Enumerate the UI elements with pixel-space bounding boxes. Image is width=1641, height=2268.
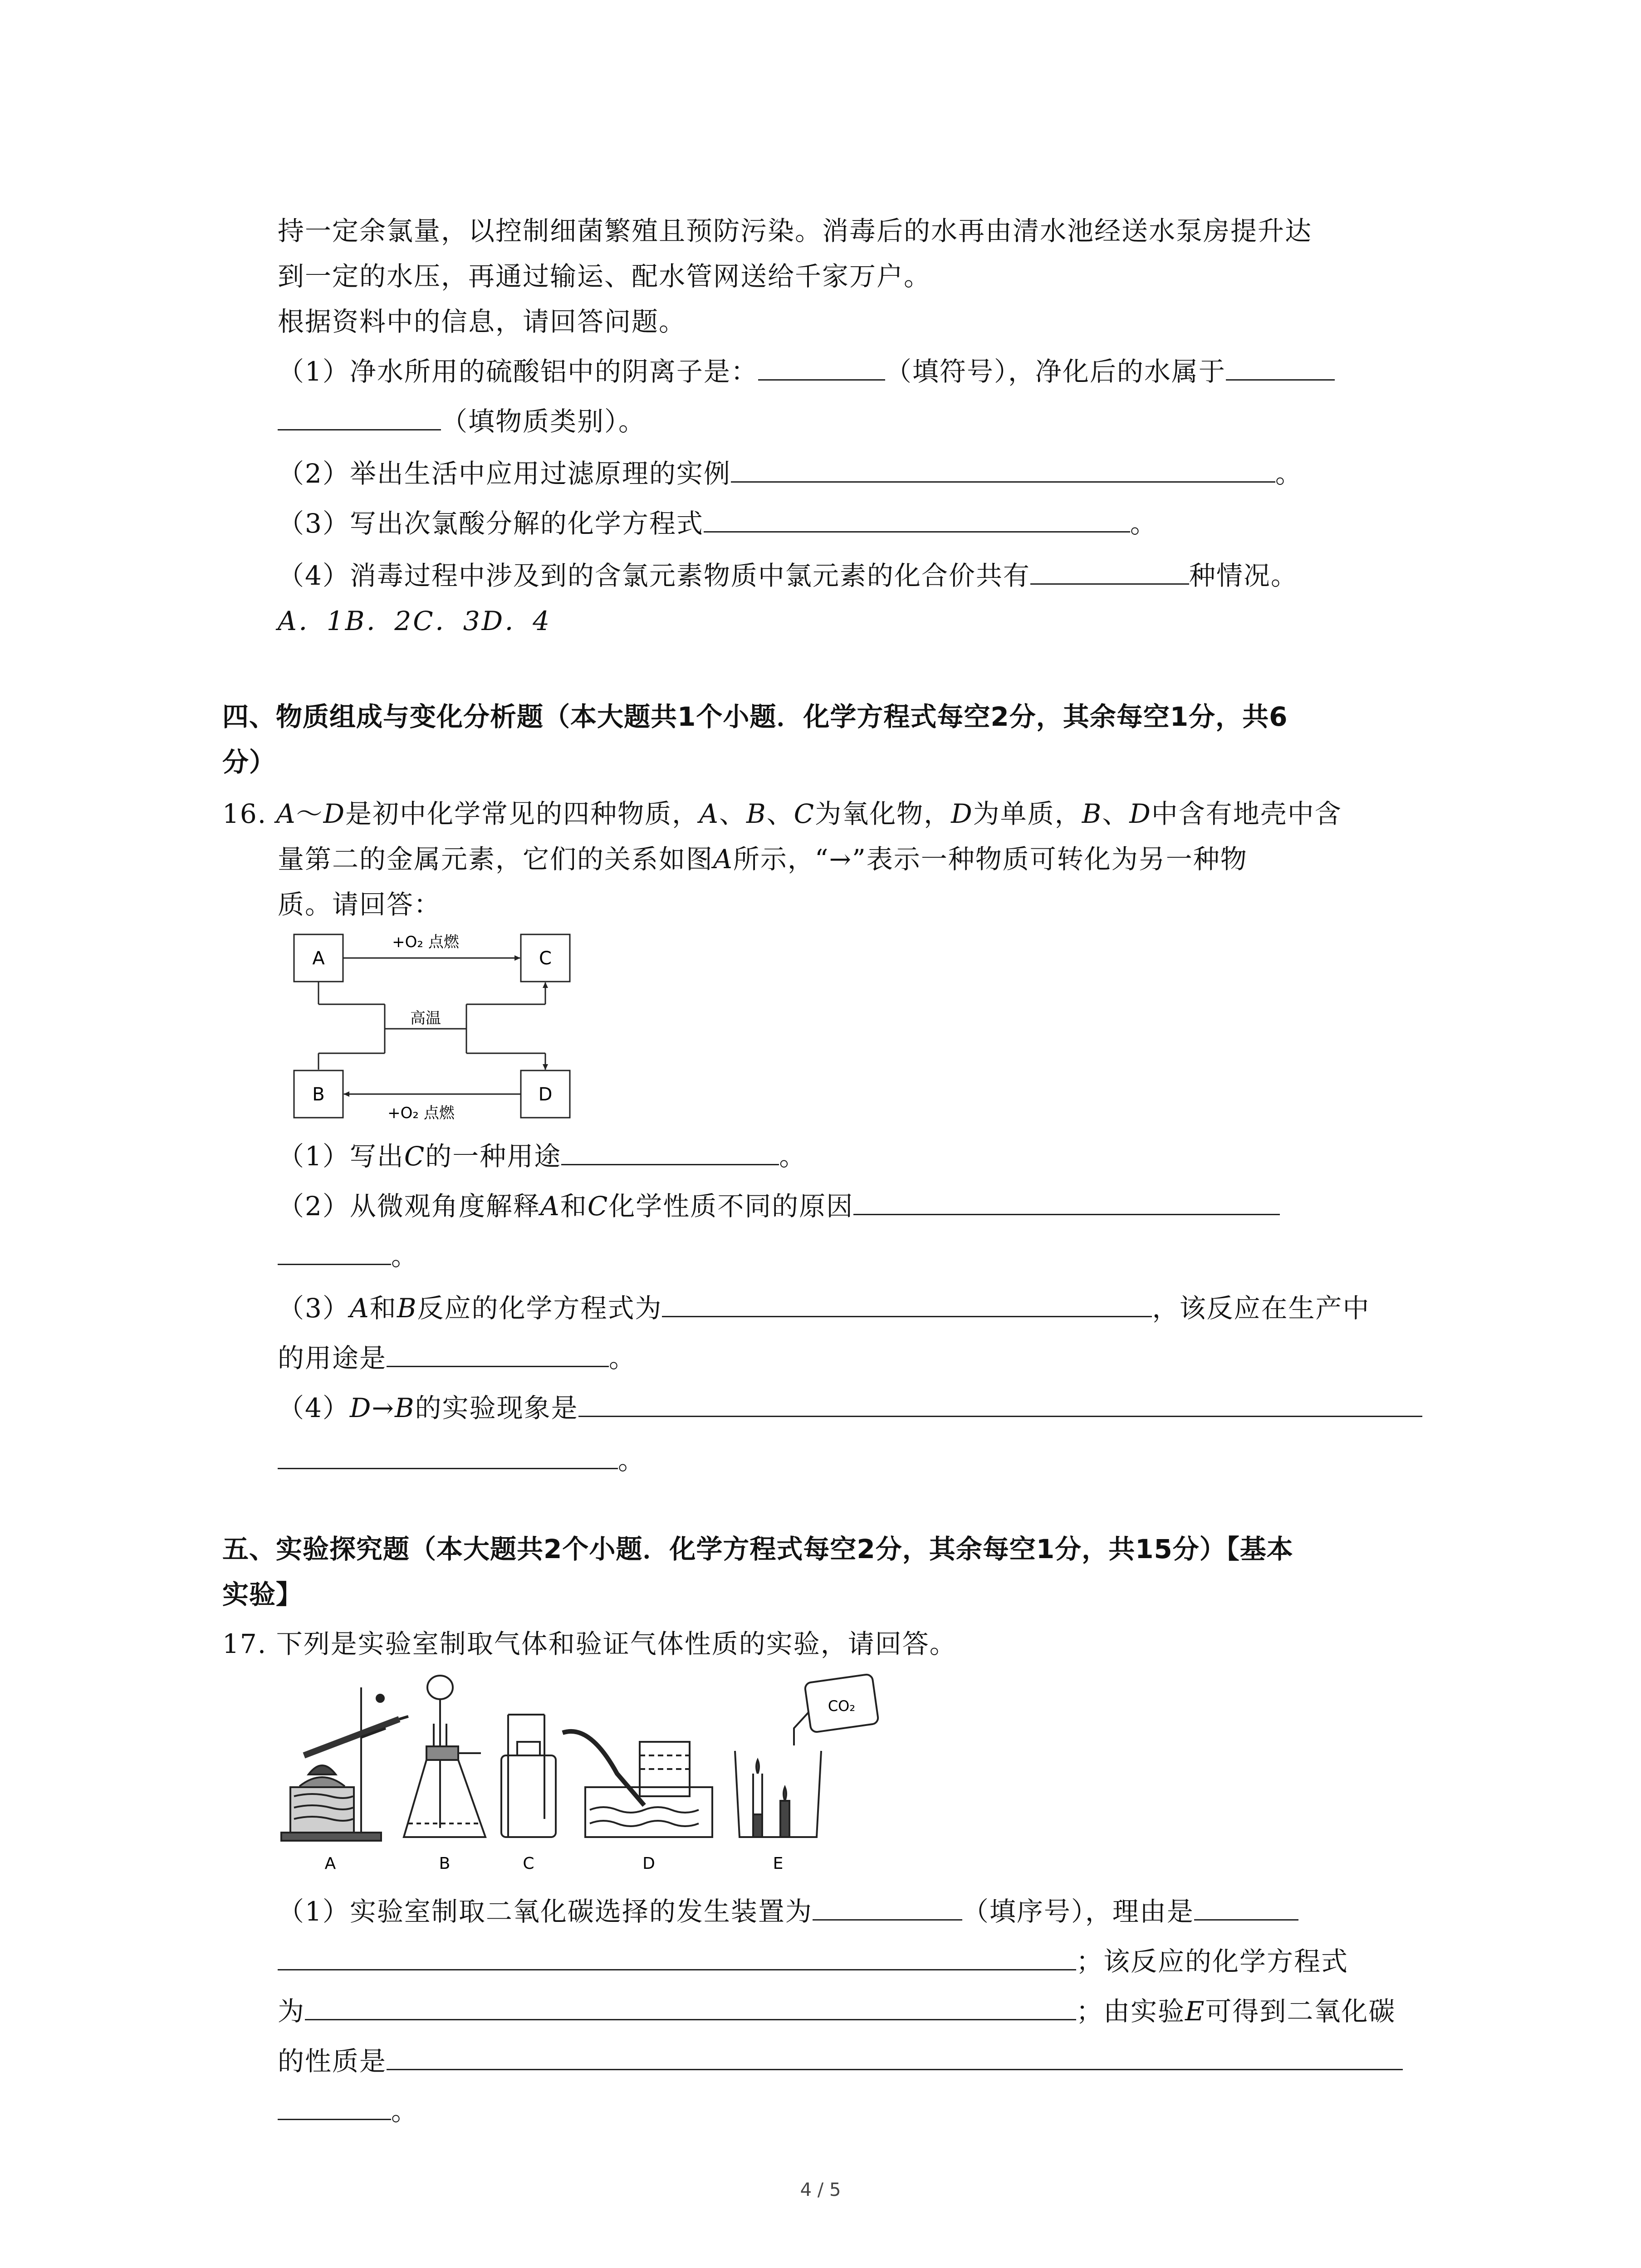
q16-part4-text-c: 。 <box>618 1445 646 1476</box>
q15-answer-anion-blank[interactable] <box>758 351 885 381</box>
q16-var: B <box>397 1293 417 1324</box>
q16-stem-line1 <box>222 792 1342 836</box>
co2-bottle-label: CO₂ <box>828 1697 856 1715</box>
q17-answer-property-blank-a[interactable] <box>387 2041 1403 2070</box>
q15-part2-text-a: （2）举出生活中应用过滤原理的实例 <box>278 458 731 489</box>
q16-part3-text-c: ，该反应在生产中 <box>1152 1293 1370 1324</box>
q17-part1-line5 <box>278 2089 418 2133</box>
section5-title-line2: 实验】 <box>222 1579 303 1610</box>
q15-part2-text-b: 。 <box>1275 458 1303 489</box>
apparatus-a <box>281 1687 408 1841</box>
q16-part3-text-a: （3） <box>278 1293 350 1324</box>
apparatus-d <box>563 1731 712 1837</box>
q16-stem-line2 <box>278 837 1248 881</box>
q16-part2-text-c: 。 <box>391 1241 419 1271</box>
q16-part4-text-b: 的实验现象是 <box>415 1393 578 1423</box>
q17-answer-equation-blank[interactable] <box>305 1991 1076 2020</box>
q17-part1-line3 <box>278 1989 1396 2033</box>
q16-var: D <box>349 1393 372 1423</box>
intro-line-2: 到一定的水压，再通过输运、配水管网送给千家万户。 <box>278 261 931 292</box>
q17-answer-reason-blank-a[interactable] <box>1194 1891 1298 1921</box>
q17-part1-text-a: （1）实验室制取二氧化碳选择的发生装置为 <box>278 1896 813 1927</box>
q15-part1-text-a: （1）净水所用的硫酸铝中的阴离子是： <box>278 356 758 387</box>
q16-relation-diagram <box>276 925 575 1125</box>
apparatus-a-label: A <box>324 1854 336 1873</box>
box-b-label: B <box>312 1084 325 1105</box>
q16-text: ～ <box>296 798 323 829</box>
top-arrow-label: +O₂ 点燃 <box>392 933 459 951</box>
q16-part3-text-b: 反应的化学方程式为 <box>417 1293 662 1324</box>
middle-label: 高温 <box>410 1009 441 1027</box>
q16-var: A <box>349 1293 370 1324</box>
q16-answer-reason-blank-a[interactable] <box>853 1186 1280 1215</box>
q16-var: A <box>699 798 720 829</box>
q16-text: 和 <box>369 1293 397 1324</box>
section5-title-line1: 五、实验探究题（本大题共2个小题．化学方程式每空2分，其余每空1分，共15分）【基本 <box>222 1534 1293 1564</box>
apparatus-e <box>735 1674 879 1837</box>
q16-part3-line1 <box>278 1286 1370 1330</box>
q16-text: 、 <box>1102 798 1130 829</box>
q17-answer-reason-blank-b[interactable] <box>278 1941 1076 1970</box>
q16-part4-text-a: （4） <box>278 1393 350 1423</box>
q15-answer-equation-blank[interactable] <box>704 503 1130 533</box>
q16-part3-text-d: 的用途是 <box>278 1343 387 1374</box>
intro-line-3: 根据资料中的信息，请回答问题。 <box>278 306 686 337</box>
q15-part3 <box>278 501 1157 546</box>
apparatus-d-label: D <box>642 1854 655 1873</box>
q16-var: B <box>746 798 767 829</box>
q17-stem <box>222 1622 957 1666</box>
q16-var: A <box>713 844 733 875</box>
q17-var: E <box>1185 1996 1205 2027</box>
q15-part4-text-a: （4）消毒过程中涉及到的含氯元素物质中氯元素的化合价共有 <box>278 560 1030 591</box>
q16-answer-phenomenon-blank-b[interactable] <box>278 1440 618 1469</box>
q17-part1-line2 <box>278 1939 1348 1984</box>
q16-var: B <box>395 1393 415 1423</box>
q17-part1-text-g: 的性质是 <box>278 2046 387 2077</box>
q17-part1-text-h: 。 <box>391 2096 419 2126</box>
q16-text: 为单质， <box>973 798 1082 829</box>
apparatus-b-label: B <box>439 1854 451 1873</box>
q16-answer-equation-blank[interactable] <box>662 1288 1152 1317</box>
q15-answer-category-blank-a[interactable] <box>1226 351 1335 381</box>
q16-var: C <box>587 1191 609 1222</box>
q16-var: A <box>540 1191 560 1222</box>
q16-number: 16. <box>222 798 267 829</box>
q15-part2 <box>278 451 1303 496</box>
q16-text: 、 <box>719 798 747 829</box>
q16-part1-text-b: 的一种用途 <box>425 1141 562 1172</box>
q17-stem-text: 下列是实验室制取气体和验证气体性质的实验，请回答。 <box>276 1628 957 1659</box>
q15-answer-category-blank-b[interactable] <box>278 401 441 430</box>
q16-var: C <box>404 1141 426 1172</box>
q16-text: 、 <box>766 798 794 829</box>
q17-apparatus-diagram <box>272 1669 885 1878</box>
q16-part2-line2 <box>278 1234 418 1278</box>
q16-text: 量第二的金属元素，它们的关系如图 <box>278 844 714 875</box>
q16-part2-line1 <box>278 1184 1280 1228</box>
q17-answer-device-blank[interactable] <box>813 1891 962 1921</box>
q16-text: 是初中化学常见的四种物质， <box>345 798 700 829</box>
q15-answer-filter-blank[interactable] <box>731 453 1275 483</box>
q17-part1-line1 <box>278 1889 1298 1934</box>
section4-title-line2: 分） <box>222 747 276 777</box>
box-a-label: A <box>312 948 325 969</box>
page-number: 4 / 5 <box>800 2180 841 2200</box>
q16-var: A <box>276 798 296 829</box>
q15-answer-valence-blank[interactable] <box>1030 555 1189 585</box>
q16-text: → <box>372 1393 395 1423</box>
q15-options[interactable]: A．1B．2C．3D．4 <box>278 606 551 636</box>
q16-part1 <box>278 1134 806 1178</box>
q16-var: D <box>323 798 346 829</box>
q16-text: 中含有地壳中含 <box>1151 798 1342 829</box>
q16-answer-phenomenon-blank-a[interactable] <box>578 1388 1422 1417</box>
q16-answer-reason-blank-b[interactable] <box>278 1236 391 1265</box>
q16-var: D <box>951 798 973 829</box>
q16-part2-text-a: （2）从微观角度解释 <box>278 1191 540 1222</box>
q16-var: D <box>1129 798 1151 829</box>
q16-part1-text-a: （1）写出 <box>278 1141 404 1172</box>
q16-stem-line3: 质。请回答： <box>278 889 441 920</box>
box-c-label: C <box>539 948 552 969</box>
bottom-arrow-label: +O₂ 点燃 <box>387 1104 455 1122</box>
q16-part4-line1 <box>278 1386 1422 1430</box>
q16-text: 为氧化物， <box>815 798 951 829</box>
q16-part2-text-b: 化学性质不同的原因 <box>608 1191 854 1222</box>
q17-part1-line4 <box>278 2039 1403 2083</box>
q16-var: B <box>1082 798 1102 829</box>
q17-part1-text-d: 为 <box>278 1996 305 2027</box>
apparatus-b <box>404 1676 485 1837</box>
q15-part1-text-c: （填物质类别）。 <box>441 406 646 437</box>
q17-part1-text-b: （填序号），理由是 <box>962 1896 1194 1927</box>
q15-part1-line2 <box>278 399 646 444</box>
q16-text: 所示，“→”表示一种物质可转化为另一种物 <box>733 844 1248 875</box>
intro-line-1: 持一定余氯量，以控制细菌繁殖且预防污染。消毒后的水再由清水池经送水泵房提升达 <box>278 215 1313 246</box>
q16-var: C <box>794 798 815 829</box>
q17-part1-text-f: 可得到二氧化碳 <box>1205 1996 1396 2027</box>
q16-answer-use-blank[interactable] <box>561 1136 779 1165</box>
q15-part1-line1 <box>278 349 1335 394</box>
q17-answer-property-blank-b[interactable] <box>278 2091 391 2120</box>
q16-part4-line2 <box>278 1438 645 1482</box>
box-d-label: D <box>538 1084 553 1105</box>
q15-part3-text-a: （3）写出次氯酸分解的化学方程式 <box>278 508 704 539</box>
q16-part3-text-e: 。 <box>609 1343 637 1374</box>
apparatus-c <box>501 1715 556 1837</box>
q15-part1-text-b: （填符号），净化后的水属于 <box>885 356 1226 387</box>
apparatus-e-label: E <box>773 1854 784 1873</box>
q16-part3-line2 <box>278 1336 636 1380</box>
q15-part3-text-b: 。 <box>1130 508 1157 539</box>
q16-part1-text-c: 。 <box>779 1141 807 1172</box>
section4-title-line1: 四、物质组成与变化分析题（本大题共1个小题．化学方程式每空2分，其余每空1分，共6 <box>222 701 1288 732</box>
q17-number: 17. <box>222 1628 267 1659</box>
q17-part1-text-c: ；该反应的化学方程式 <box>1076 1946 1349 1977</box>
q15-part4-text-b: 种情况。 <box>1189 560 1298 591</box>
q15-part4 <box>278 553 1298 598</box>
apparatus-c-label: C <box>523 1854 534 1873</box>
q17-part1-text-e: ；由实验 <box>1076 1996 1185 2027</box>
q16-text: 和 <box>560 1191 588 1222</box>
q16-answer-production-use-blank[interactable] <box>387 1338 609 1367</box>
